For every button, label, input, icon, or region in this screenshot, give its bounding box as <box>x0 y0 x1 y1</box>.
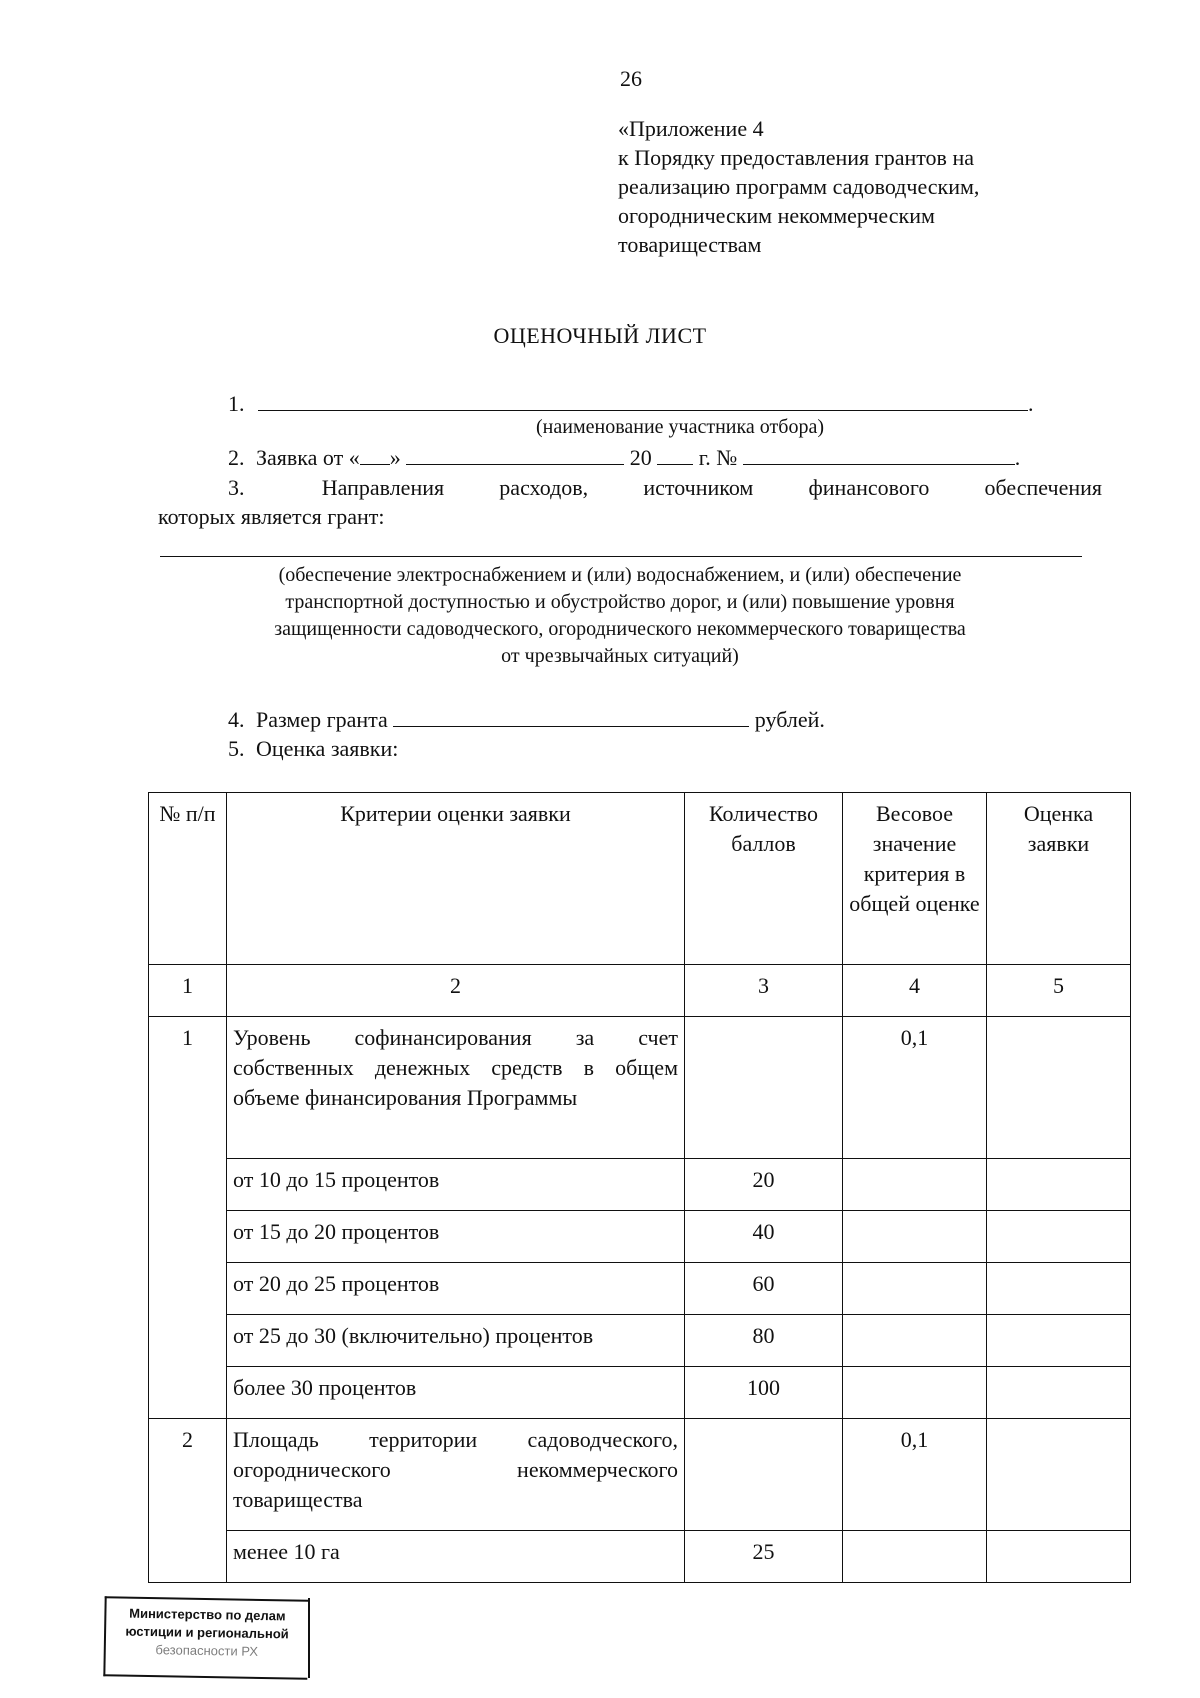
score-cell[interactable] <box>987 1367 1131 1419</box>
weight-cell: 0,1 <box>843 1419 987 1531</box>
hint-line: от чрезвычайных ситуаций) <box>501 645 739 667</box>
item-2 <box>228 444 1020 471</box>
score-cell[interactable] <box>987 1263 1131 1315</box>
row-number: 2 <box>149 1419 227 1583</box>
score-cell[interactable] <box>987 1159 1131 1211</box>
points-cell: 40 <box>685 1211 843 1263</box>
header-number: № п/п <box>149 793 227 965</box>
application-quote-close: » <box>389 445 401 470</box>
points-cell: 100 <box>685 1367 843 1419</box>
points-cell: 20 <box>685 1159 843 1211</box>
application-number-label: г. № <box>698 445 738 470</box>
table-row <box>149 1017 1131 1159</box>
hint-line: защищенности садоводческого, огороднического некоммерческого товарищества <box>274 618 966 640</box>
expense-directions-hint <box>20 562 1200 670</box>
ministry-stamp <box>103 1596 308 1680</box>
item-3-number: 3. <box>228 475 245 500</box>
table-row <box>149 1211 1131 1263</box>
item-2-number: 2. <box>228 445 245 470</box>
table-row <box>149 1159 1131 1211</box>
points-cell <box>685 1419 843 1531</box>
column-number: 5 <box>987 965 1131 1017</box>
column-number: 3 <box>685 965 843 1017</box>
criterion-cell: Уровень софинансирования за счет собственных денежных средств в общем объеме финансирования Программы <box>227 1017 685 1159</box>
score-cell[interactable] <box>987 1017 1131 1159</box>
column-number: 2 <box>227 965 685 1017</box>
column-number: 4 <box>843 965 987 1017</box>
item-4-number: 4. <box>228 707 245 732</box>
column-number: 1 <box>149 965 227 1017</box>
item-1 <box>228 390 1034 417</box>
item-4 <box>228 706 825 733</box>
points-cell <box>685 1017 843 1159</box>
item-3-continuation: которых является грант: <box>158 504 385 529</box>
stamp-line: юстиции и региональной <box>125 1623 289 1642</box>
criterion-cell: более 30 процентов <box>227 1367 685 1419</box>
score-cell[interactable] <box>987 1211 1131 1263</box>
criterion-cell: от 20 до 25 процентов <box>227 1263 685 1315</box>
item-1-number: 1. <box>228 391 245 416</box>
grant-size-label: Размер гранта <box>256 707 388 732</box>
appendix-line: товариществам <box>618 232 762 257</box>
weight-cell <box>843 1211 987 1263</box>
weight-cell: 0,1 <box>843 1017 987 1159</box>
criterion-cell: от 10 до 15 процентов <box>227 1159 685 1211</box>
criterion-cell: менее 10 га <box>227 1531 685 1583</box>
table-row <box>149 1263 1131 1315</box>
application-month-field[interactable] <box>406 444 624 465</box>
item-5 <box>228 736 398 762</box>
appendix-line: «Приложение 4 <box>618 116 764 141</box>
item-3-text: Направления расходов, источником финансового обеспечения <box>321 475 1102 500</box>
criterion-cell: от 15 до 20 процентов <box>227 1211 685 1263</box>
points-cell: 80 <box>685 1315 843 1367</box>
score-cell[interactable] <box>987 1419 1131 1531</box>
item-3 <box>228 474 1102 502</box>
weight-cell <box>843 1367 987 1419</box>
application-year-field[interactable] <box>657 444 693 465</box>
hint-line: (обеспечение электроснабжением и (или) водоснабжением, и (или) обеспечение <box>278 564 962 586</box>
application-label: Заявка от « <box>256 445 360 470</box>
points-cell: 60 <box>685 1263 843 1315</box>
application-year-prefix: 20 <box>629 445 652 470</box>
application-score-label: Оценка заявки: <box>256 736 399 761</box>
participant-name-field[interactable] <box>258 390 1028 411</box>
item-2-end: . <box>1014 445 1021 470</box>
weight-cell <box>843 1315 987 1367</box>
row-number: 1 <box>149 1017 227 1419</box>
item-5-number: 5. <box>228 736 245 761</box>
item-1-end: . <box>1028 391 1034 416</box>
expense-directions-field[interactable] <box>160 556 1082 557</box>
participant-name-hint: (наименование участника отбора) <box>536 416 824 438</box>
grant-size-field[interactable] <box>393 706 749 727</box>
header-criteria: Критерии оценки заявки <box>227 793 685 965</box>
criterion-cell: Площадь территории садоводческого, огороднического некоммерческого товарищества <box>227 1419 685 1531</box>
appendix-header <box>618 114 979 259</box>
appendix-line: к Порядку предоставления грантов на <box>618 145 974 170</box>
score-cell[interactable] <box>987 1315 1131 1367</box>
table-row <box>149 1419 1131 1531</box>
stamp-line: Министерство по делам <box>129 1605 286 1624</box>
points-cell: 25 <box>685 1531 843 1583</box>
application-number-field[interactable] <box>743 444 1015 465</box>
weight-cell <box>843 1531 987 1583</box>
appendix-line: реализацию программ садоводческим, <box>618 174 980 199</box>
table-row <box>149 1315 1131 1367</box>
page-number: 26 <box>620 66 642 91</box>
weight-cell <box>843 1263 987 1315</box>
application-day-field[interactable] <box>360 444 390 465</box>
weight-cell <box>843 1159 987 1211</box>
appendix-line: огородническим некоммерческим <box>618 203 935 228</box>
column-number-row <box>149 965 1131 1017</box>
hint-line: транспортной доступностью и обустройство дорог, и (или) повышение уровня <box>285 591 955 613</box>
header-score: Оценка заявки <box>987 793 1131 965</box>
header-weight: Весовое значение критерия в общей оценке <box>843 793 987 965</box>
table-row <box>149 1367 1131 1419</box>
evaluation-table <box>148 792 1131 1583</box>
criterion-cell: от 25 до 30 (включительно) процентов <box>227 1315 685 1367</box>
table-row <box>149 1531 1131 1583</box>
stamp-border <box>308 1598 310 1678</box>
grant-size-unit: рублей. <box>754 707 825 732</box>
stamp-line: безопасности РХ <box>155 1642 259 1659</box>
score-cell[interactable] <box>987 1531 1131 1583</box>
document-title: ОЦЕНОЧНЫЙ ЛИСТ <box>493 323 707 348</box>
header-points: Количество баллов <box>685 793 843 965</box>
table-header-row <box>149 793 1131 965</box>
